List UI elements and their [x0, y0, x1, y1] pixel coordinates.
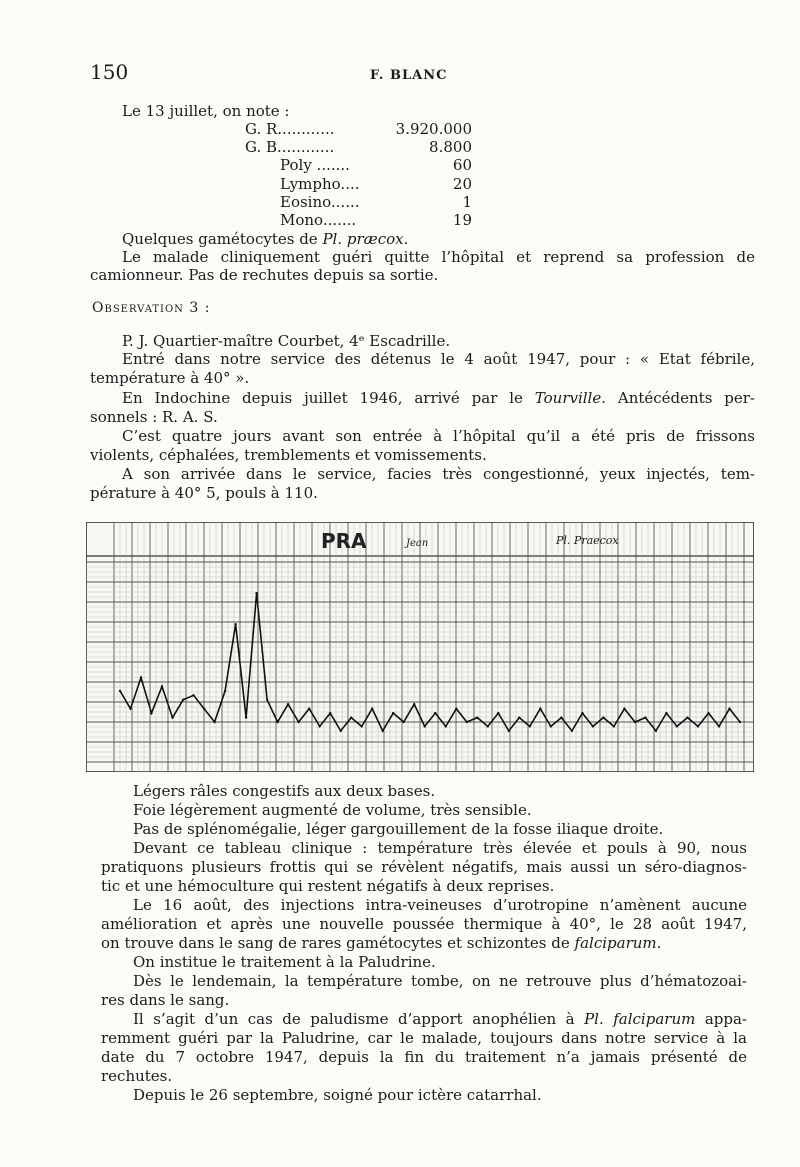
temperature-point	[403, 721, 405, 723]
italic-run: falciparum.	[574, 934, 662, 952]
temperature-point	[203, 708, 205, 710]
temperature-point	[518, 716, 520, 718]
temperature-point	[361, 725, 363, 727]
temperature-point	[529, 725, 531, 727]
temperature-point	[224, 690, 226, 692]
temperature-point	[140, 676, 142, 678]
temperature-point	[150, 712, 152, 714]
temperature-point	[382, 730, 384, 732]
italic-run: Pl. falciparum	[584, 1010, 696, 1028]
patient-firstname-label: Jean	[406, 538, 429, 549]
patient-name-label: PRA	[321, 529, 367, 553]
temperature-point	[350, 716, 352, 718]
temperature-point	[697, 725, 699, 727]
temperature-point	[129, 708, 131, 710]
temperature-point	[171, 716, 173, 718]
body-line: Foie légèrement augmenté de volume, très sensible.	[133, 801, 532, 819]
body-line: On institue le traitement à la Paludrine.	[133, 953, 436, 971]
temperature-point	[602, 716, 604, 718]
temperature-point	[119, 690, 121, 692]
text-run: on trouve dans le sang de rares gamétocytes et schizontes de	[101, 934, 575, 952]
obs-line	[122, 389, 755, 408]
body-line: res dans le sang.	[101, 991, 230, 1009]
running-header-author: F. BLANC	[370, 68, 448, 83]
body-line: Le 16 août, des injections intra-veineuses d’urotropine n’amènent aucune	[133, 896, 747, 914]
body-line: rechutes.	[101, 1067, 173, 1085]
body-line: amélioration et après une nouvelle poussée thermique à 40°, le 28 août 1947,	[101, 915, 747, 933]
temperature-point	[644, 716, 646, 718]
section-title: Observation 3 :	[92, 300, 211, 316]
chart-grid	[86, 522, 754, 772]
text-run: Quelques gamétocytes de	[122, 230, 323, 248]
obs-line: pérature à 40° 5, pouls à 110.	[90, 484, 318, 502]
obs-line: violents, céphalées, tremblements et vomissements.	[90, 446, 487, 464]
count-value: 8.800	[429, 138, 472, 156]
temperature-point	[539, 708, 541, 710]
count-value: 60	[452, 156, 472, 174]
obs-line: P. J. Quartier-maître Courbet, 4ᵉ Escadrille.	[122, 332, 451, 350]
obs-line: sonnels : R. A. S.	[90, 408, 218, 426]
page-number: 150	[90, 60, 129, 84]
count-value: 3.920.000	[395, 120, 472, 138]
body-line: Pas de splénomégalie, léger gargouillement de la fosse iliaque droite.	[133, 820, 664, 838]
text-run: Le malade cliniquement guéri quitte l’hôpital et reprend sa profession de	[122, 248, 755, 266]
text-run: En Indochine depuis juillet 1946, arrivé par le	[122, 389, 535, 407]
temperature-point	[455, 708, 457, 710]
temperature-point	[466, 721, 468, 723]
temperature-point	[161, 685, 163, 687]
body-line: Dès le lendemain, la température tombe, on ne retrouve plus d’hématozoai-	[133, 972, 747, 990]
count-value: 20	[452, 175, 472, 193]
temperature-point	[340, 730, 342, 732]
body-line: date du 7 octobre 1947, depuis la fin du traitement n’a jamais présenté de	[101, 1048, 747, 1066]
temperature-point	[392, 712, 394, 714]
temperature-point	[371, 708, 373, 710]
temperature-point	[686, 716, 688, 718]
text-run: Il s’agit d’un cas de paludisme d’apport anophélien à	[133, 1010, 585, 1028]
body-line: Devant ce tableau clinique : température très élevée et pouls à 90, nous	[133, 839, 747, 857]
temperature-point	[739, 721, 741, 723]
body-line	[133, 1010, 747, 1029]
count-value: 1	[462, 193, 472, 211]
count-label: Poly .......	[280, 156, 350, 174]
count-label: G. R............	[245, 120, 335, 138]
temperature-point	[623, 708, 625, 710]
parasite-label: Pl. Praecox	[556, 534, 619, 547]
temperature-point	[665, 712, 667, 714]
temperature-point	[329, 712, 331, 714]
count-value: 19	[452, 211, 472, 229]
count-label: Eosino......	[280, 193, 360, 211]
temperature-point	[213, 721, 215, 723]
para-line	[122, 230, 408, 249]
temperature-point	[297, 721, 299, 723]
temperature-point	[287, 703, 289, 705]
temperature-point	[445, 725, 447, 727]
text-run: appa-	[695, 1010, 747, 1028]
temperature-point	[424, 725, 426, 727]
temperature-point	[634, 721, 636, 723]
body-line	[101, 934, 661, 953]
temperature-point	[487, 725, 489, 727]
count-label: G. B............	[245, 138, 335, 156]
body-line: tic et une hémoculture qui restent négatifs à deux reprises.	[101, 877, 555, 895]
para-line: camionneur. Pas de rechutes depuis sa sortie.	[90, 266, 439, 284]
temperature-point	[266, 699, 268, 701]
body-line: remment guéri par la Paludrine, car le malade, toujours dans notre service à la	[101, 1029, 747, 1047]
temperature-point	[550, 725, 552, 727]
temperature-point	[571, 730, 573, 732]
temperature-point	[308, 708, 310, 710]
temperature-point	[592, 725, 594, 727]
temperature-point	[434, 712, 436, 714]
temperature-point	[655, 730, 657, 732]
obs-line: Entré dans notre service des détenus le 4 août 1947, pour : « Etat fébrile,	[122, 350, 755, 368]
temperature-point	[255, 592, 257, 594]
temperature-point	[718, 725, 720, 727]
obs-line: C’est quatre jours avant son entrée à l’hôpital qu’il a été pris de frissons	[122, 427, 755, 445]
text-run: Antécédents per-	[606, 389, 755, 407]
temperature-point	[476, 716, 478, 718]
temperature-point	[707, 712, 709, 714]
count-label: Lympho....	[280, 175, 360, 193]
temperature-chart-svg	[86, 522, 754, 772]
temperature-point	[508, 730, 510, 732]
temperature-point	[560, 716, 562, 718]
temperature-point	[245, 716, 247, 718]
temperature-point	[319, 725, 321, 727]
obs-line: température à 40° ».	[90, 369, 250, 387]
temperature-point	[413, 703, 415, 705]
temperature-point	[497, 712, 499, 714]
temperature-point	[581, 712, 583, 714]
para-line	[90, 248, 755, 267]
temperature-point	[676, 725, 678, 727]
temperature-point	[276, 721, 278, 723]
body-line: Légers râles congestifs aux deux bases.	[133, 782, 436, 800]
top-note: Le 13 juillet, on note :	[122, 102, 290, 120]
temperature-point	[234, 623, 236, 625]
temperature-chart	[86, 522, 754, 772]
body-line: Depuis le 26 septembre, soigné pour ictère catarrhal.	[133, 1086, 542, 1104]
temperature-point	[182, 699, 184, 701]
temperature-point	[728, 708, 730, 710]
obs-line: A son arrivée dans le service, facies très congestionné, yeux injectés, tem-	[122, 465, 755, 483]
count-label: Mono.......	[280, 211, 357, 229]
temperature-point	[192, 694, 194, 696]
body-line: pratiquons plusieurs frottis qui se révèlent négatifs, mais aussi un séro-diagnos-	[101, 858, 747, 876]
temperature-point	[613, 725, 615, 727]
italic-run: Pl. præcox.	[322, 230, 409, 248]
italic-run: Tourville.	[534, 389, 606, 407]
